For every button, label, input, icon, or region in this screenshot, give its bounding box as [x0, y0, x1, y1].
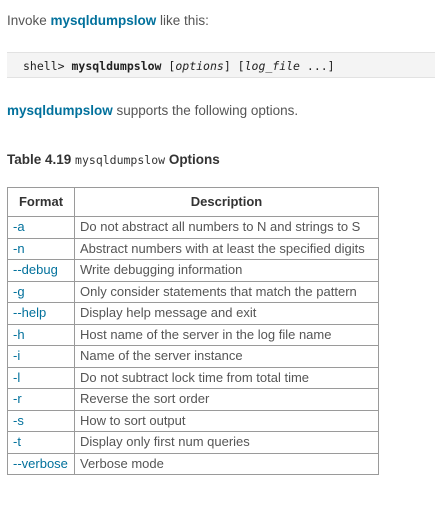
- table-row: [8, 410, 379, 432]
- intro-prefix: Invoke: [7, 13, 51, 28]
- option-description: Do not subtract lock time from total time: [75, 367, 379, 389]
- table-title-prefix: Table 4.19: [7, 152, 76, 167]
- table-row: [8, 324, 379, 346]
- option-format-link[interactable]: --debug: [8, 260, 75, 282]
- option-format-link[interactable]: -g: [8, 281, 75, 303]
- table-row: [8, 217, 379, 239]
- option-format-link[interactable]: -a: [8, 217, 75, 239]
- table-row: [8, 453, 379, 475]
- table-title-command: mysqldumpslow: [75, 153, 166, 167]
- option-description: Reverse the sort order: [75, 389, 379, 411]
- table-row: [8, 260, 379, 282]
- code-args-3: ...]: [299, 59, 335, 73]
- code-args-2: ] [: [223, 59, 245, 73]
- intro-suffix: like this:: [156, 13, 209, 28]
- option-format-link[interactable]: -t: [8, 432, 75, 454]
- option-description: Name of the server instance: [75, 346, 379, 368]
- intro-paragraph: [7, 12, 209, 30]
- option-format-link[interactable]: -n: [8, 238, 75, 260]
- option-format-link[interactable]: -i: [8, 346, 75, 368]
- option-description: Abstract numbers with at least the specified digits: [75, 238, 379, 260]
- code-command: mysqldumpslow: [71, 59, 162, 73]
- table-header-row: [8, 188, 379, 217]
- header-format: Format: [8, 188, 75, 217]
- option-format-link[interactable]: -l: [8, 367, 75, 389]
- table-row: [8, 367, 379, 389]
- option-format-link[interactable]: -r: [8, 389, 75, 411]
- option-description: Display help message and exit: [75, 303, 379, 325]
- table-row: [8, 303, 379, 325]
- option-format-link[interactable]: --help: [8, 303, 75, 325]
- table-title-suffix: Options: [165, 152, 220, 167]
- table-row: [8, 346, 379, 368]
- mysqldumpslow-link[interactable]: mysqldumpslow: [50, 13, 157, 28]
- option-format-link[interactable]: --verbose: [8, 453, 75, 475]
- options-table: [7, 187, 379, 475]
- option-description: How to sort output: [75, 410, 379, 432]
- option-description: Display only first num queries: [75, 432, 379, 454]
- table-row: [8, 432, 379, 454]
- option-description: Verbose mode: [75, 453, 379, 475]
- table-title: [7, 151, 220, 169]
- header-description: Description: [75, 188, 379, 217]
- option-description: Do not abstract all numbers to N and strings to S: [75, 217, 379, 239]
- mysqldumpslow-link-2[interactable]: mysqldumpslow: [7, 103, 113, 118]
- option-format-link[interactable]: -h: [8, 324, 75, 346]
- option-format-link[interactable]: -s: [8, 410, 75, 432]
- code-options: options: [175, 59, 224, 73]
- table-row: [8, 238, 379, 260]
- support-paragraph: [7, 102, 298, 120]
- code-prompt: shell>: [23, 59, 72, 73]
- table-row: [8, 281, 379, 303]
- option-description: Only consider statements that match the pattern: [75, 281, 379, 303]
- table-row: [8, 389, 379, 411]
- code-args-1: [: [161, 59, 176, 73]
- code-block: [7, 52, 435, 78]
- option-description: Host name of the server in the log file name: [75, 324, 379, 346]
- option-description: Write debugging information: [75, 260, 379, 282]
- support-text: supports the following options.: [112, 103, 299, 118]
- code-line: [23, 59, 335, 73]
- code-log-file: log_file: [244, 59, 300, 73]
